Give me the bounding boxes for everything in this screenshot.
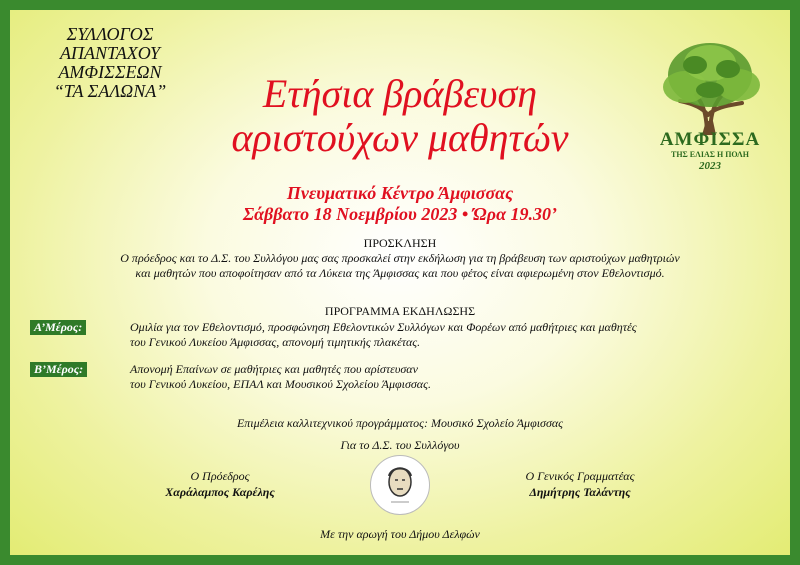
event-venue (150, 183, 650, 225)
invitation-text: και μαθητών που αποφοίτησαν από τα Λύκεια της Άμφισσας και που φέτος είναι αφιερωμένη στον Εθελοντισμό. (135, 266, 665, 280)
logo-subtitle: ΤΗΣ ΕΛΙΑΣ Η ΠΟΛΗ (670, 150, 750, 159)
part-a-line: του Γενικού Λυκείου Άμφισσας, απονομή τιμητικής πλακέτας. (130, 335, 421, 349)
organization-line: ΣΥΛΛΟΓΟΣ (66, 24, 154, 44)
program-heading (30, 304, 770, 319)
seal-image (370, 455, 430, 515)
invitation (30, 236, 770, 281)
logo-year: 2023 (699, 160, 721, 172)
event-title (150, 72, 650, 160)
organization-line: ΑΜΦΙΣΣΕΩΝ (58, 62, 162, 82)
sponsor-note: Με την αρωγή του Δήμου Δελφών (320, 527, 480, 541)
president-signature (130, 468, 310, 500)
president-name: Χαράλαμπος Καρέλης (165, 485, 275, 499)
title-line: αριστούχων μαθητών (231, 115, 569, 160)
artistic-direction: Επιμέλεια καλλιτεχνικού προγράμματος: Μουσικό Σχολείο Άμφισσας (236, 416, 564, 430)
head-icon (371, 456, 429, 514)
logo-name: ΑΜΦΙΣΣΑ (659, 129, 761, 150)
part-a-line: Ομιλία για τον Εθελοντισμό, προσφώνηση Εθελοντικών Συλλόγων και Φορέων από μαθήτριες και μαθητές (130, 320, 637, 334)
part-b-line: του Γενικού Λυκείου, ΕΠΑΛ και Μουσικού Σχολείου Άμφισσας. (130, 377, 431, 391)
logo-caption (650, 130, 770, 172)
tree-icon (663, 43, 760, 135)
part-a-text (130, 320, 770, 350)
title-line: Ετήσια βράβευση (262, 71, 538, 116)
part-b-text (130, 362, 770, 392)
invitation-text: Ο πρόεδρος και το Δ.Σ. του Συλλόγου μας σας προσκαλεί στην εκδήλωση για τη βράβευση των αριστούχων μαθητριών (120, 251, 680, 265)
invitation-heading: ΠΡΟΣΚΛΗΣΗ (363, 236, 437, 250)
part-a-badge: Α’Μέρος: (30, 320, 86, 335)
secretary-signature (490, 468, 670, 500)
organization-line: “ΤΑ ΣΑΛΩΝΑ” (53, 81, 167, 101)
part-b-badge: Β’Μέρος: (30, 362, 87, 377)
program-heading-text: ΠΡΟΓΡΑΜΜΑ ΕΚΔΗΛΩΣΗΣ (324, 304, 476, 318)
venue-place: Πνευματικό Κέντρο Άμφισσας (286, 183, 514, 203)
president-role: Ο Πρόεδρος (190, 469, 250, 483)
for-board: Για το Δ.Σ. του Συλλόγου (340, 438, 460, 452)
organization-line: ΑΠΑΝΤΑΧΟΥ (60, 43, 160, 63)
secretary-role: Ο Γενικός Γραμματέας (525, 469, 635, 483)
secretary-name: Δημήτρης Ταλάντης (529, 485, 631, 499)
part-b-line: Απονομή Επαίνων σε μαθήτριες και μαθητές που αρίστευσαν (130, 362, 418, 376)
venue-datetime: Σάββατο 18 Νοεμβρίου 2023 • Ώρα 19.30’ (242, 204, 558, 224)
